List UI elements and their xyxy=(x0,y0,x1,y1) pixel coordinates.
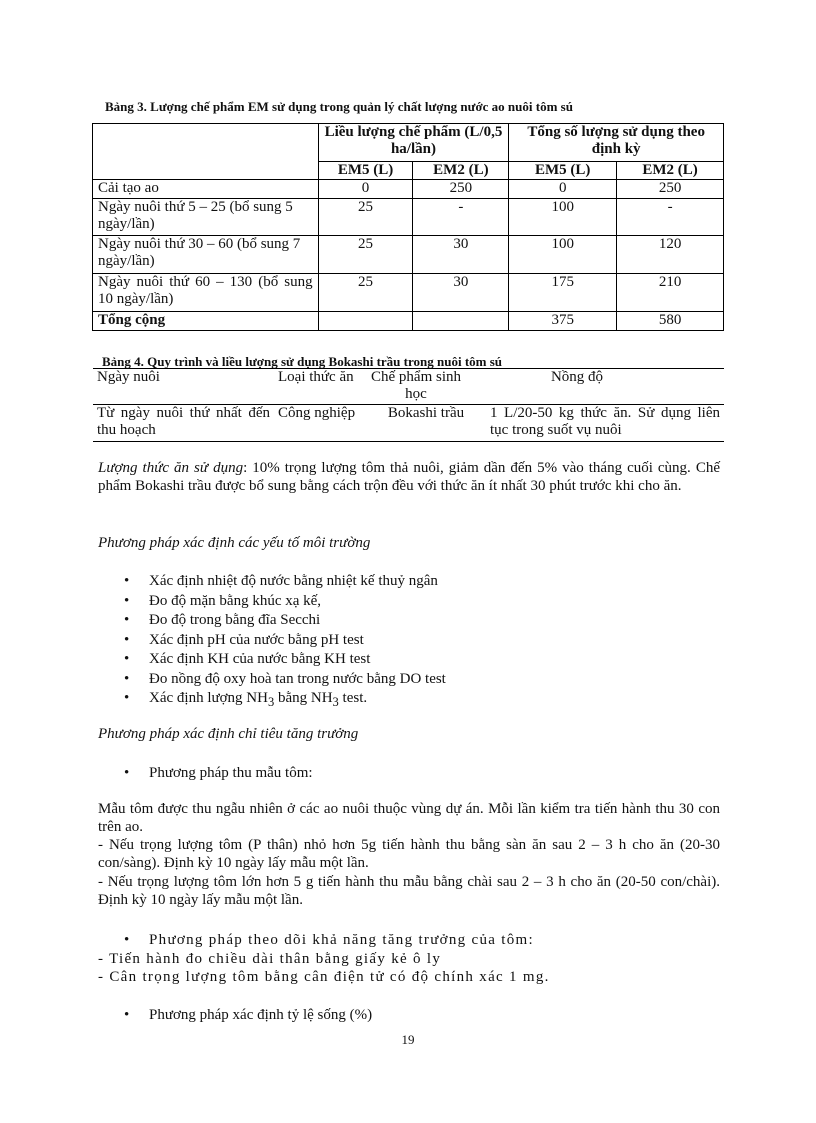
growth-heading: Phương pháp xác định chỉ tiêu tăng trưởng xyxy=(98,726,359,742)
cell-value xyxy=(413,312,509,331)
table4-header: Loại thức ăn xyxy=(274,369,366,405)
cell-value: 100 xyxy=(509,199,617,236)
row-label: Cải tạo ao xyxy=(93,180,319,199)
cell-value: - xyxy=(617,199,724,236)
table3-subheader: EM2 (L) xyxy=(413,162,509,180)
row-label: Ngày nuôi thứ 5 – 25 (bổ sung 5 ngày/lần) xyxy=(93,199,319,236)
cell-value: 175 xyxy=(509,274,617,312)
cell-value xyxy=(318,312,413,331)
cell-value: 100 xyxy=(509,236,617,274)
cell-value: Từ ngày nuôi thứ nhất đến thu hoạch xyxy=(97,405,270,438)
table3-subheader: EM5 (L) xyxy=(318,162,413,180)
row-label: Ngày nuôi thứ 60 – 130 (bổ sung 10 ngày/lần) xyxy=(93,274,319,312)
nh3-text: bằng NH xyxy=(274,690,333,706)
feed-label: Lượng thức ăn sử dụng xyxy=(98,460,244,476)
feed-paragraph xyxy=(98,460,720,495)
total-label: Tổng cộng xyxy=(93,312,319,331)
table3-subheader: EM5 (L) xyxy=(509,162,617,180)
sampling-rule-large: - Nếu trọng lượng tôm lớn hơn 5 g tiến hành thu mẫu bằng chài sau 2 – 3 h cho ăn (20-50 con/chài). Định kỳ 10 ngày lấy mẫu một lần. xyxy=(98,874,720,908)
table-row xyxy=(93,274,724,312)
list-item: • Đo độ mặn bằng khúc xạ kế, xyxy=(124,592,446,612)
list-item: • Đo độ trong bằng đĩa Secchi xyxy=(124,611,446,631)
list-item: • Xác định KH của nước bằng KH test xyxy=(124,650,446,670)
nh3-text: Xác định lượng NH xyxy=(149,690,268,706)
cell-value: 0 xyxy=(318,180,413,199)
survival-bullet xyxy=(124,1006,372,1026)
row-label: Ngày nuôi thứ 30 – 60 (bổ sung 7 ngày/lần) xyxy=(93,236,319,274)
table-row xyxy=(93,180,724,199)
cell-value: 0 xyxy=(509,180,617,199)
em-usage-table xyxy=(92,123,724,331)
list-item: • Xác định nhiệt độ nước bằng nhiệt kế thuỷ ngân xyxy=(124,572,446,592)
sampling-bullet xyxy=(124,764,313,784)
cell-value: 375 xyxy=(509,312,617,331)
list-item: • Phương pháp thu mẫu tôm: xyxy=(124,764,313,784)
cell-value: 30 xyxy=(413,236,509,274)
table3-dose-header: Liều lượng chế phẩm (L/0,5 ha/lần) xyxy=(318,124,509,162)
cell-value: 25 xyxy=(318,274,413,312)
nh3-text: test. xyxy=(338,690,368,706)
growth-line: - Tiến hành đo chiều dài thân bằng giấy kẻ ô ly xyxy=(98,951,442,967)
feed-text: : 10% trọng lượng tôm thả nuôi, giảm dần đến 5% vào tháng cuối cùng. Chế phẩm Bokashi trầu được bổ sung bằng cách trộn đều với thức ăn ít nhất 30 phút trước khi cho ăn. xyxy=(98,460,720,494)
table4-caption: Bảng 4. Quy trình và liều lượng sử dụng Bokashi trầu trong nuôi tôm sú xyxy=(102,354,503,369)
cell-value: 25 xyxy=(318,199,413,236)
cell-value: - xyxy=(413,199,509,236)
list-item xyxy=(124,689,446,713)
table4-header: Chế phẩm sinh học xyxy=(366,369,486,405)
cell-value: 25 xyxy=(318,236,413,274)
growth-line: - Cân trọng lượng tôm bằng cân điện tử có độ chính xác 1 mg. xyxy=(98,969,550,985)
page-number: 19 xyxy=(401,1032,415,1047)
bokashi-table xyxy=(93,368,724,442)
cell-value: 120 xyxy=(617,236,724,274)
table-row xyxy=(93,405,724,442)
table4-header: Ngày nuôi xyxy=(93,369,274,405)
cell-value: 250 xyxy=(413,180,509,199)
cell-value: Bokashi trầu xyxy=(387,405,465,421)
list-item: • Phương pháp xác định tỷ lệ sống (%) xyxy=(124,1006,372,1026)
table4-header: Nồng độ xyxy=(486,369,724,405)
cell-value: 580 xyxy=(617,312,724,331)
sampling-rule-small: - Nếu trọng lượng tôm (P thân) nhỏ hơn 5g tiến hành thu bằng sàn ăn sau 2 – 3 h cho ăn (20-30 con/sàng). Định kỳ 10 ngày lấy mẫu một lần. xyxy=(98,837,720,871)
table-row xyxy=(93,199,724,236)
list-item: • Đo nồng độ oxy hoà tan trong nước bằng DO test xyxy=(124,670,446,690)
table-row xyxy=(93,236,724,274)
env-heading: Phương pháp xác định các yếu tố môi trường xyxy=(98,535,371,551)
cell-value: 1 L/20-50 kg thức ăn. Sử dụng liên tục trong suốt vụ nuôi xyxy=(490,405,720,438)
list-item: • Xác định pH của nước bằng pH test xyxy=(124,631,446,651)
cell-value: 210 xyxy=(617,274,724,312)
sampling-paragraph: Mẫu tôm được thu ngẫu nhiên ở các ao nuôi thuộc vùng dự án. Mỗi lần kiểm tra tiến hành thu 30 con trên ao. xyxy=(98,801,720,835)
table3-total-header: Tổng số lượng sử dụng theo định kỳ xyxy=(509,124,724,162)
table3-corner-cell xyxy=(93,124,319,180)
table-total-row xyxy=(93,312,724,331)
list-item: • Phương pháp theo dõi khả năng tăng trưởng của tôm: xyxy=(124,931,534,951)
nh3-subscript: 3 xyxy=(332,695,339,709)
table3-subheader: EM2 (L) xyxy=(617,162,724,180)
env-list xyxy=(124,572,446,713)
table3-caption: Bảng 3. Lượng chế phẩm EM sử dụng trong quản lý chất lượng nước ao nuôi tôm sú xyxy=(105,99,573,114)
growth-bullet xyxy=(124,931,534,951)
cell-value: Công nghiệp xyxy=(278,405,356,421)
cell-value: 250 xyxy=(617,180,724,199)
nh3-subscript: 3 xyxy=(267,695,275,709)
cell-value: 30 xyxy=(413,274,509,312)
